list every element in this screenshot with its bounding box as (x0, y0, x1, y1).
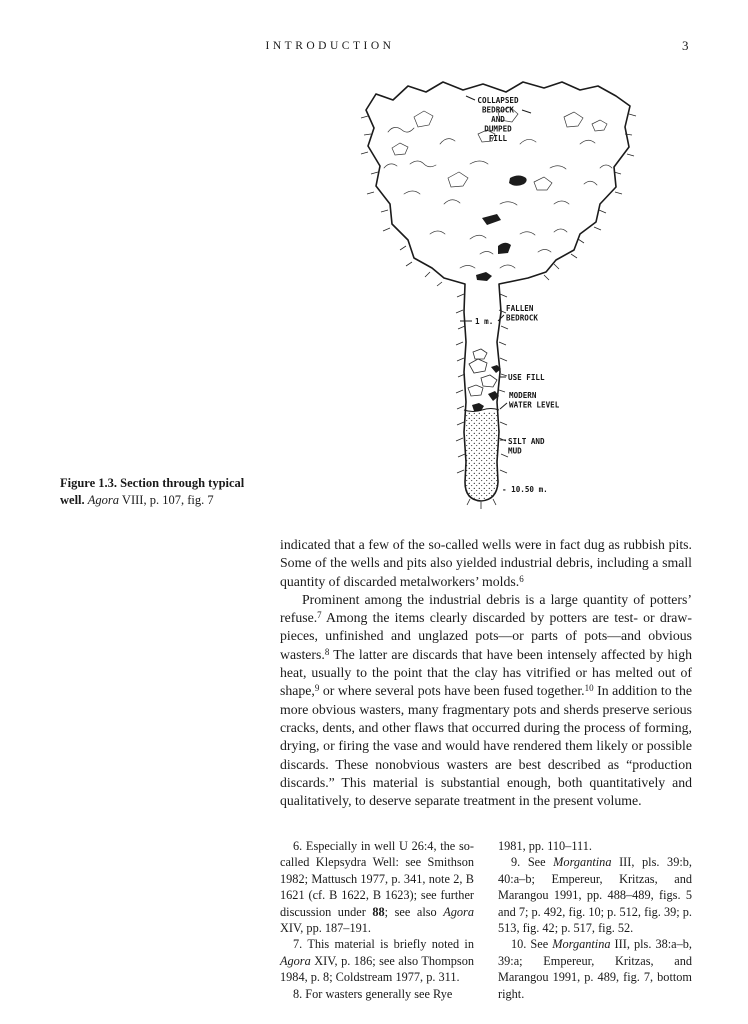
running-head: INTRODUCTION (265, 40, 395, 52)
label-water-1: MODERN (509, 391, 537, 400)
footnote-9: 9. See Morgantina III, pls. 39:b, 40:a–b; Empereur, Kritzas, and Marangou 1991, pp. 488–489, figs. 5 and 7; p. 492, fig. 10; p. 512, fig. 39; p. 513, fig. 42; p. 517, fig. 52. (498, 855, 692, 936)
footnote-8-continued: 1981, pp. 110–111. (498, 839, 592, 853)
footnote-column-right (498, 838, 692, 1002)
label-collapsed-3: AND (491, 115, 505, 124)
label-depth: - 10.50 m. (502, 485, 548, 494)
figure-well-section (348, 72, 648, 517)
page-number: 3 (682, 38, 689, 53)
footnote-column-left (280, 838, 474, 1002)
body-paragraph-1: indicated that a few of the so-called wells were in fact dug as rubbish pits. Some of the wells and pits also yielded industrial debris, including a small quantity of discarded metalworkers’ molds.$^6$ (280, 537, 692, 589)
label-water-2: WATER LEVEL (509, 400, 560, 410)
label-silt-1: SILT AND (508, 437, 545, 446)
silt-stipple (465, 412, 498, 500)
footnote-8: 8. For wasters generally see Rye (293, 986, 453, 1001)
label-collapsed-2: BEDROCK (481, 105, 515, 115)
label-silt-2: MUD (508, 446, 522, 456)
figure-caption: Figure 1.3. Section through typical well. Agora VIII, p. 107, fig. 7 (60, 476, 245, 507)
label-collapsed-4: DUMPED (484, 124, 512, 134)
footnote-6: 6. Especially in well U 26:4, the so-called Klepsydra Well: see Smithson 1982; Mattusch 1977, p. 341, note 2, B 1621 (cf. B 1622, B 1623); see further discussion under 88; see also Agora XIV, pp. 187–191. (280, 839, 474, 936)
body-text-block (280, 536, 692, 810)
footnote-7: 7. This material is briefly noted in Agora XIV, p. 186; see also Thompson 1984, p. 8; Coldstream 1977, p. 311. (280, 937, 474, 985)
label-scale-1m: 1 m. (475, 317, 494, 326)
body-paragraph-2: Prominent among the industrial debris is a large quantity of potters’ refuse.$^7$ Among the items clearly discarded by potters are test- or draw-pieces, unfinished and unglazed pots—or parts of pots—and obvious wasters.$^8$ The latter are discards that have been intensely affected by high heat, usually to the point that the clay has vitrified or has melted out of shape,$^9$ or where several pots have been fused together.$^{10}$ In addition to the more obvious wasters, many fragmentary pots and sherds preserve serious cracks, dents, and other flaws that occurred during the process of forming, drying, or firing the vase and would have rendered them likely or possible discards. These nonobvious wasters are best described as “production discards.” This material is substantial enough, both quantitatively and qualitatively, to deserve separate treatment in the present volume. (280, 591, 692, 809)
footnotes-block (280, 838, 692, 1002)
well-section-drawing (348, 72, 648, 517)
label-fallen-1: FALLEN (506, 304, 534, 313)
footnote-10: 10. See Morgantina III, pls. 38:a–b, 39:a; Empereur, Kritzas, and Marangou 1991, p. 489, fig. 7, bottom right. (498, 937, 692, 1001)
label-collapsed-5: FILL (488, 134, 508, 143)
label-collapsed-1: COLLAPSED (477, 96, 519, 105)
label-use-fill: USE FILL (508, 373, 545, 382)
well-outline (366, 82, 630, 501)
label-fallen-2: BEDROCK (506, 313, 539, 323)
